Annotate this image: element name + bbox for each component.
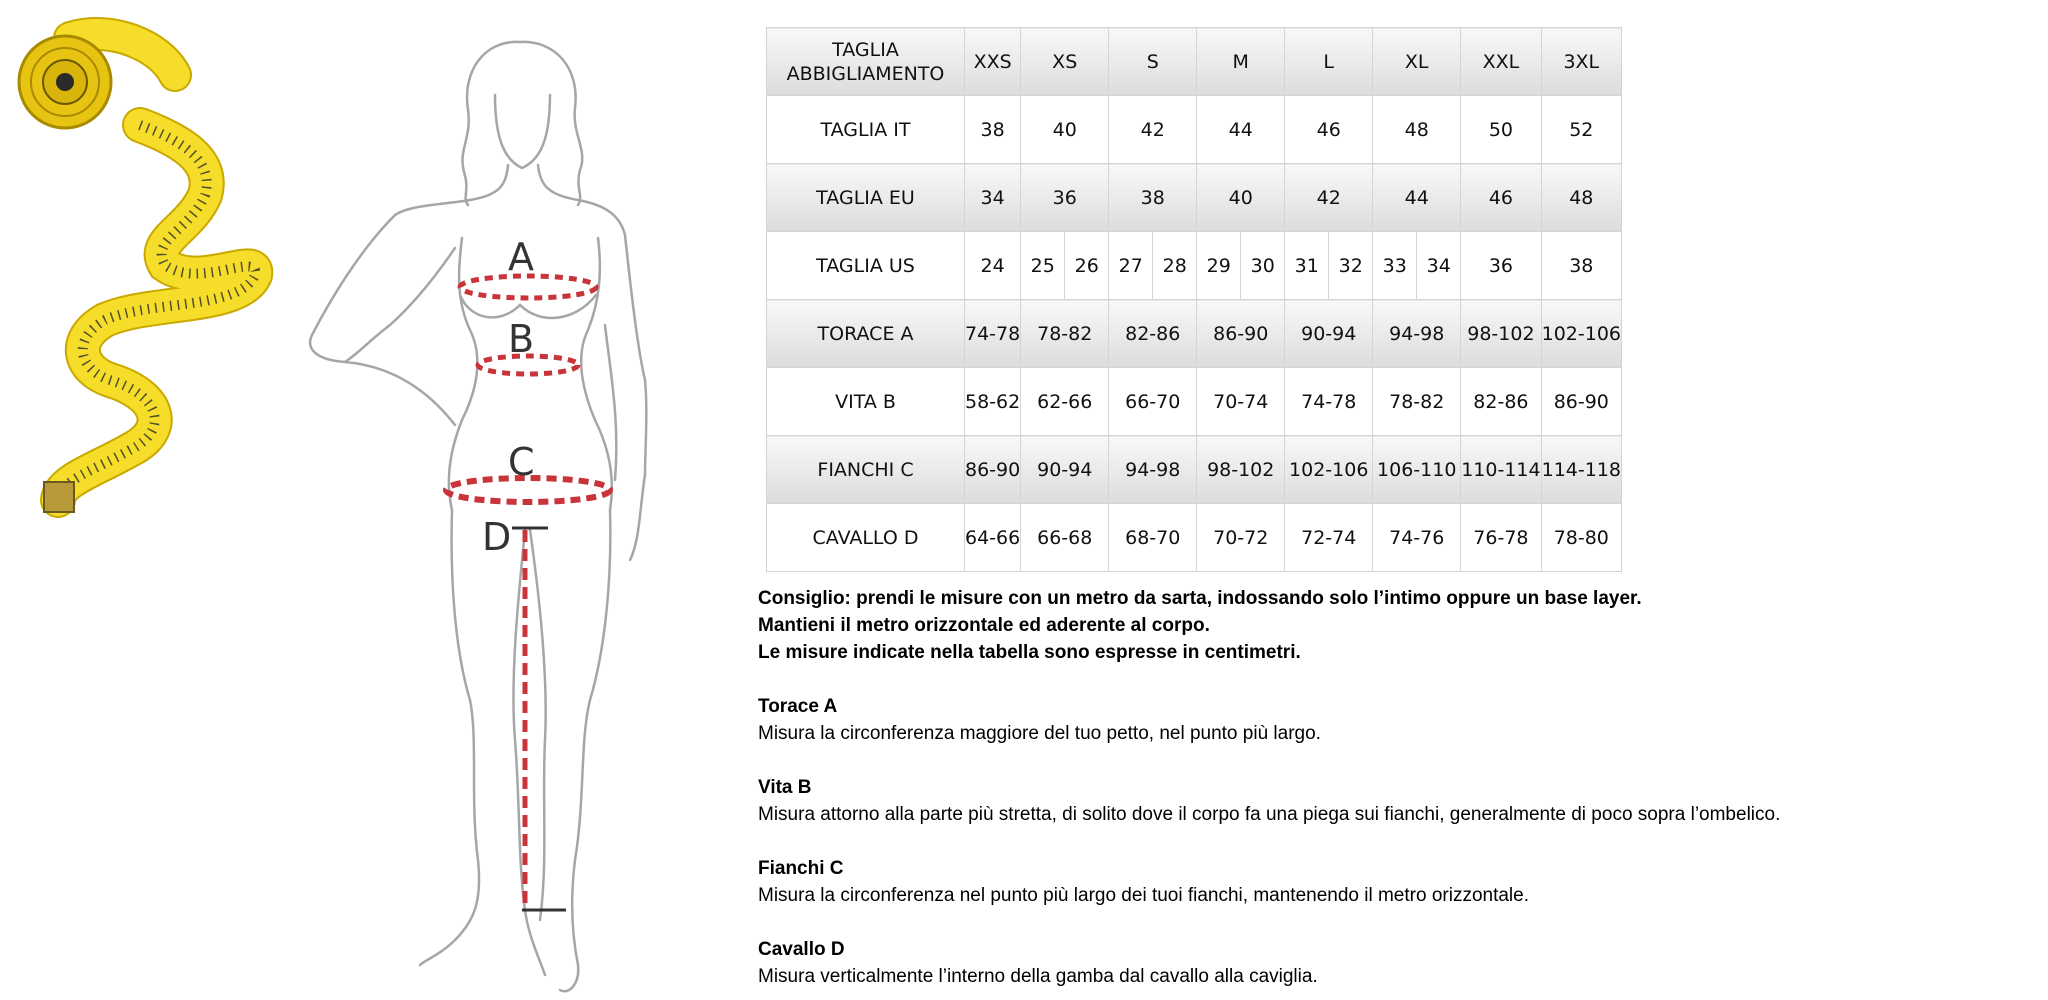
header-size-cell: XL	[1373, 28, 1461, 96]
line-a-chest	[460, 276, 596, 298]
table-cell: 42	[1285, 164, 1373, 232]
table-cell: 48	[1541, 164, 1621, 232]
table-cell: 68-70	[1109, 504, 1197, 572]
table-cell: 78-82	[1373, 368, 1461, 436]
label-c: C	[508, 440, 535, 484]
table-cell: 25	[1021, 232, 1065, 300]
table-cell: 33	[1373, 232, 1417, 300]
table-cell: 38	[1541, 232, 1621, 300]
table-cell: 74-78	[1285, 368, 1373, 436]
section-text: Misura la circonferenza maggiore del tuo petto, nel punto più largo.	[758, 723, 1321, 744]
table-cell: 62-66	[1021, 368, 1109, 436]
header-label-cell: TAGLIA ABBIGLIAMENTO	[767, 28, 965, 96]
table-cell: 64-66	[965, 504, 1021, 572]
row-label: TAGLIA EU	[767, 164, 965, 232]
section-text: Misura la circonferenza nel punto più largo dei tuoi fianchi, mantenendo il metro orizzontale.	[758, 885, 1529, 906]
table-cell: 34	[965, 164, 1021, 232]
body-figure-image	[0, 0, 760, 1000]
table-cell: 94-98	[1373, 300, 1461, 368]
header-size-cell: S	[1109, 28, 1197, 96]
table-cell: 66-68	[1021, 504, 1109, 572]
table-cell: 94-98	[1109, 436, 1197, 504]
header-size-cell: M	[1197, 28, 1285, 96]
table-cell: 72-74	[1285, 504, 1373, 572]
table-row-fianchi	[767, 436, 1622, 504]
table-cell: 102-106	[1285, 436, 1373, 504]
table-cell: 42	[1109, 96, 1197, 164]
header-size-cell: L	[1285, 28, 1373, 96]
table-cell: 29	[1197, 232, 1241, 300]
figure-outline	[310, 42, 646, 991]
section-title: Fianchi C	[758, 858, 844, 879]
measurement-lines	[446, 276, 610, 910]
header-size-cell: XXS	[965, 28, 1021, 96]
table-cell: 78-82	[1021, 300, 1109, 368]
table-cell: 86-90	[1197, 300, 1285, 368]
table-cell: 40	[1197, 164, 1285, 232]
table-cell: 36	[1461, 232, 1541, 300]
table-cell: 102-106	[1541, 300, 1621, 368]
label-b: B	[508, 317, 535, 361]
row-label: TAGLIA US	[767, 232, 965, 300]
table-cell: 106-110	[1373, 436, 1461, 504]
section-text: Misura verticalmente l’interno della gamba dal cavallo alla caviglia.	[758, 966, 1318, 987]
table-row-cavallo	[767, 504, 1622, 572]
table-cell: 36	[1021, 164, 1109, 232]
table-cell: 82-86	[1461, 368, 1541, 436]
table-cell: 26	[1065, 232, 1109, 300]
table-cell: 24	[965, 232, 1021, 300]
section-title: Vita B	[758, 777, 812, 798]
tip-line: Consiglio: prendi le misure con un metro da sarta, indossando solo l’intimo oppure un base layer.	[758, 588, 1642, 609]
table-cell: 34	[1417, 232, 1461, 300]
table-cell: 82-86	[1109, 300, 1197, 368]
header-size-cell: XS	[1021, 28, 1109, 96]
table-cell: 110-114	[1461, 436, 1541, 504]
table-cell: 98-102	[1461, 300, 1541, 368]
table-row-it	[767, 96, 1622, 164]
table-cell: 50	[1461, 96, 1541, 164]
table-cell: 66-70	[1109, 368, 1197, 436]
table-row-torace	[767, 300, 1622, 368]
section-title: Cavallo D	[758, 939, 845, 960]
label-d: D	[482, 515, 512, 559]
row-label: TORACE A	[767, 300, 965, 368]
illustration-area	[0, 0, 760, 1000]
header-row	[767, 28, 1622, 96]
table-cell: 40	[1021, 96, 1109, 164]
table-cell: 70-74	[1197, 368, 1285, 436]
header-size-cell: 3XL	[1541, 28, 1621, 96]
table-cell: 78-80	[1541, 504, 1621, 572]
measurement-notes	[758, 585, 2028, 990]
row-label: VITA B	[767, 368, 965, 436]
table-cell: 90-94	[1285, 300, 1373, 368]
table-row-us	[767, 232, 1622, 300]
table-cell: 46	[1461, 164, 1541, 232]
table-cell: 58-62	[965, 368, 1021, 436]
table-cell: 86-90	[965, 436, 1021, 504]
table-cell: 70-72	[1197, 504, 1285, 572]
size-chart-table	[766, 27, 1622, 572]
table-cell: 30	[1241, 232, 1285, 300]
table-row-vita	[767, 368, 1622, 436]
table-cell: 52	[1541, 96, 1621, 164]
section-title: Torace A	[758, 696, 838, 717]
table-row-eu	[767, 164, 1622, 232]
table-cell: 74-76	[1373, 504, 1461, 572]
table-cell: 48	[1373, 96, 1461, 164]
table-cell: 44	[1373, 164, 1461, 232]
table-cell: 98-102	[1197, 436, 1285, 504]
section-text: Misura attorno alla parte più stretta, di solito dove il corpo fa una piega sui fianchi, generalmente di poco sopra l’ombelico.	[758, 804, 1781, 825]
table-cell: 27	[1109, 232, 1153, 300]
table-cell: 38	[965, 96, 1021, 164]
tip-line: Mantieni il metro orizzontale ed aderente al corpo.	[758, 615, 1210, 636]
table-cell: 31	[1285, 232, 1329, 300]
table-cell: 32	[1329, 232, 1373, 300]
table-cell: 74-78	[965, 300, 1021, 368]
table-cell: 86-90	[1541, 368, 1621, 436]
row-label: TAGLIA IT	[767, 96, 965, 164]
row-label: FIANCHI C	[767, 436, 965, 504]
table-cell: 46	[1285, 96, 1373, 164]
table-cell: 90-94	[1021, 436, 1109, 504]
table-cell: 114-118	[1541, 436, 1621, 504]
label-a: A	[508, 235, 534, 279]
table-cell: 38	[1109, 164, 1197, 232]
row-label: CAVALLO D	[767, 504, 965, 572]
tip-line: Le misure indicate nella tabella sono espresse in centimetri.	[758, 642, 1301, 663]
table-cell: 28	[1153, 232, 1197, 300]
header-size-cell: XXL	[1461, 28, 1541, 96]
table-cell: 76-78	[1461, 504, 1541, 572]
table-cell: 44	[1197, 96, 1285, 164]
measurement-labels	[482, 235, 535, 559]
